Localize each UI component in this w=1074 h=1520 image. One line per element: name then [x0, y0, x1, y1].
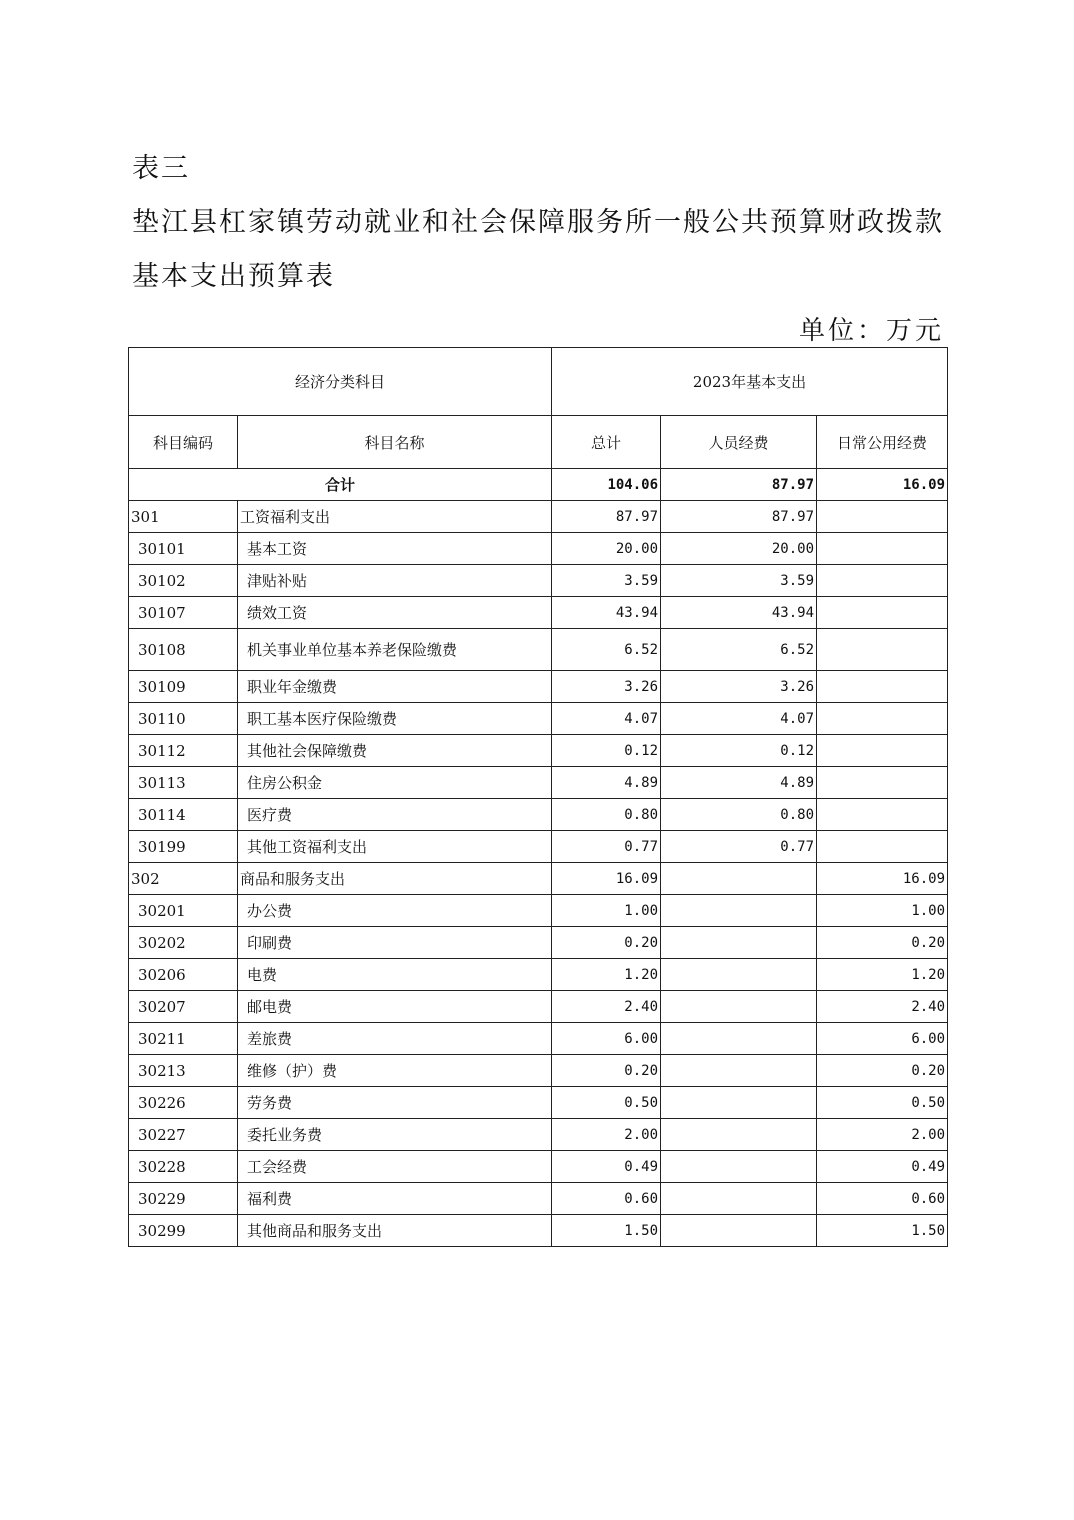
row-code: 30102 [129, 565, 238, 597]
row-name: 机关事业单位基本养老保险缴费 [238, 629, 552, 671]
total-label: 合计 [129, 469, 552, 501]
row-code: 30114 [129, 799, 238, 831]
row-public: 0.20 [817, 927, 948, 959]
row-total: 3.59 [552, 565, 661, 597]
table-row [129, 1055, 948, 1087]
row-personnel: 3.59 [661, 565, 817, 597]
row-public: 1.00 [817, 895, 948, 927]
row-personnel [661, 927, 817, 959]
row-name: 职工基本医疗保险缴费 [238, 703, 552, 735]
row-name: 其他工资福利支出 [238, 831, 552, 863]
row-personnel [661, 1087, 817, 1119]
row-total: 4.07 [552, 703, 661, 735]
row-public [817, 565, 948, 597]
header-columns-row [129, 416, 948, 469]
budget-table [128, 347, 948, 1247]
table-row [129, 1119, 948, 1151]
row-personnel: 0.80 [661, 799, 817, 831]
table-row [129, 927, 948, 959]
row-total: 6.00 [552, 1023, 661, 1055]
table-row [129, 831, 948, 863]
table-row [129, 1023, 948, 1055]
row-public [817, 671, 948, 703]
row-total: 0.20 [552, 927, 661, 959]
table-row [129, 767, 948, 799]
table-row [129, 597, 948, 629]
row-code: 30113 [129, 767, 238, 799]
unit-label: 单位：万元 [798, 316, 944, 346]
header-group-row [129, 348, 948, 416]
row-total: 0.60 [552, 1183, 661, 1215]
row-code: 30229 [129, 1183, 238, 1215]
row-code: 30226 [129, 1087, 238, 1119]
row-code: 30228 [129, 1151, 238, 1183]
document-title-line-1: 垫江县杠家镇劳动就业和社会保障服务所一般公共预算财政拨款 [132, 207, 944, 238]
row-public [817, 501, 948, 533]
total-total: 104.06 [552, 469, 661, 501]
table-row [129, 703, 948, 735]
total-row [129, 469, 948, 501]
row-total: 2.00 [552, 1119, 661, 1151]
row-name: 医疗费 [238, 799, 552, 831]
row-name: 职业年金缴费 [238, 671, 552, 703]
header-total: 总计 [552, 416, 661, 469]
row-total: 0.77 [552, 831, 661, 863]
row-total: 3.26 [552, 671, 661, 703]
row-public [817, 735, 948, 767]
table-label: 表三 [132, 153, 190, 184]
header-public: 日常公用经费 [817, 416, 948, 469]
table-row [129, 1151, 948, 1183]
table-row [129, 1215, 948, 1247]
row-name: 工资福利支出 [238, 501, 552, 533]
row-name: 绩效工资 [238, 597, 552, 629]
header-economic-classification: 经济分类科目 [129, 348, 552, 416]
row-total: 2.40 [552, 991, 661, 1023]
row-personnel: 0.77 [661, 831, 817, 863]
row-name: 其他社会保障缴费 [238, 735, 552, 767]
row-code: 30101 [129, 533, 238, 565]
row-code: 30109 [129, 671, 238, 703]
row-public: 0.60 [817, 1183, 948, 1215]
row-total: 1.50 [552, 1215, 661, 1247]
table-row [129, 895, 948, 927]
row-total: 4.89 [552, 767, 661, 799]
row-public [817, 533, 948, 565]
row-code: 30206 [129, 959, 238, 991]
row-personnel [661, 1119, 817, 1151]
table-row [129, 863, 948, 895]
row-code: 30199 [129, 831, 238, 863]
row-personnel [661, 1183, 817, 1215]
row-code: 30227 [129, 1119, 238, 1151]
row-name: 维修（护）费 [238, 1055, 552, 1087]
table-row [129, 565, 948, 597]
header-code: 科目编码 [129, 416, 238, 469]
row-public [817, 597, 948, 629]
row-personnel [661, 959, 817, 991]
row-personnel [661, 1055, 817, 1087]
row-personnel: 4.07 [661, 703, 817, 735]
row-name: 邮电费 [238, 991, 552, 1023]
total-personnel: 87.97 [661, 469, 817, 501]
row-public: 2.40 [817, 991, 948, 1023]
row-name: 津贴补贴 [238, 565, 552, 597]
row-personnel: 20.00 [661, 533, 817, 565]
row-total: 20.00 [552, 533, 661, 565]
row-total: 1.00 [552, 895, 661, 927]
row-personnel: 6.52 [661, 629, 817, 671]
header-name: 科目名称 [238, 416, 552, 469]
row-code: 30112 [129, 735, 238, 767]
row-personnel: 87.97 [661, 501, 817, 533]
row-public: 2.00 [817, 1119, 948, 1151]
row-total: 16.09 [552, 863, 661, 895]
row-name: 基本工资 [238, 533, 552, 565]
row-name: 住房公积金 [238, 767, 552, 799]
row-code: 30201 [129, 895, 238, 927]
row-personnel [661, 991, 817, 1023]
table-row [129, 629, 948, 671]
row-code: 30211 [129, 1023, 238, 1055]
row-name: 差旅费 [238, 1023, 552, 1055]
header-2023-basic-expenditure: 2023年基本支出 [552, 348, 948, 416]
row-name: 其他商品和服务支出 [238, 1215, 552, 1247]
row-total: 0.12 [552, 735, 661, 767]
row-name: 办公费 [238, 895, 552, 927]
row-public: 6.00 [817, 1023, 948, 1055]
row-public: 0.49 [817, 1151, 948, 1183]
row-personnel [661, 1215, 817, 1247]
row-code: 30107 [129, 597, 238, 629]
row-code: 30202 [129, 927, 238, 959]
row-name: 电费 [238, 959, 552, 991]
row-total: 87.97 [552, 501, 661, 533]
row-personnel: 3.26 [661, 671, 817, 703]
row-total: 0.20 [552, 1055, 661, 1087]
row-code: 30110 [129, 703, 238, 735]
row-public [817, 767, 948, 799]
row-name: 印刷费 [238, 927, 552, 959]
table-row [129, 735, 948, 767]
table-row [129, 1183, 948, 1215]
row-code: 30108 [129, 629, 238, 671]
table-row [129, 959, 948, 991]
total-public: 16.09 [817, 469, 948, 501]
row-public: 1.20 [817, 959, 948, 991]
row-public [817, 629, 948, 671]
row-public: 1.50 [817, 1215, 948, 1247]
row-personnel [661, 895, 817, 927]
table-row [129, 501, 948, 533]
budget-table-body [129, 348, 948, 1247]
row-public: 0.50 [817, 1087, 948, 1119]
row-personnel: 4.89 [661, 767, 817, 799]
row-total: 0.49 [552, 1151, 661, 1183]
document-title-line-2: 基本支出预算表 [132, 261, 335, 292]
row-public [817, 831, 948, 863]
row-code: 30299 [129, 1215, 238, 1247]
row-name: 福利费 [238, 1183, 552, 1215]
row-personnel [661, 863, 817, 895]
row-code: 301 [129, 501, 238, 533]
row-total: 43.94 [552, 597, 661, 629]
table-row [129, 671, 948, 703]
row-code: 30207 [129, 991, 238, 1023]
row-code: 302 [129, 863, 238, 895]
row-personnel: 0.12 [661, 735, 817, 767]
table-row [129, 533, 948, 565]
table-row [129, 991, 948, 1023]
row-personnel: 43.94 [661, 597, 817, 629]
row-public [817, 799, 948, 831]
row-public [817, 703, 948, 735]
row-public: 16.09 [817, 863, 948, 895]
row-personnel [661, 1151, 817, 1183]
row-total: 6.52 [552, 629, 661, 671]
row-public: 0.20 [817, 1055, 948, 1087]
row-name: 商品和服务支出 [238, 863, 552, 895]
table-row [129, 1087, 948, 1119]
row-code: 30213 [129, 1055, 238, 1087]
row-total: 1.20 [552, 959, 661, 991]
row-personnel [661, 1023, 817, 1055]
row-name: 委托业务费 [238, 1119, 552, 1151]
row-total: 0.80 [552, 799, 661, 831]
header-personnel: 人员经费 [661, 416, 817, 469]
row-name: 工会经费 [238, 1151, 552, 1183]
table-row [129, 799, 948, 831]
row-total: 0.50 [552, 1087, 661, 1119]
row-name: 劳务费 [238, 1087, 552, 1119]
